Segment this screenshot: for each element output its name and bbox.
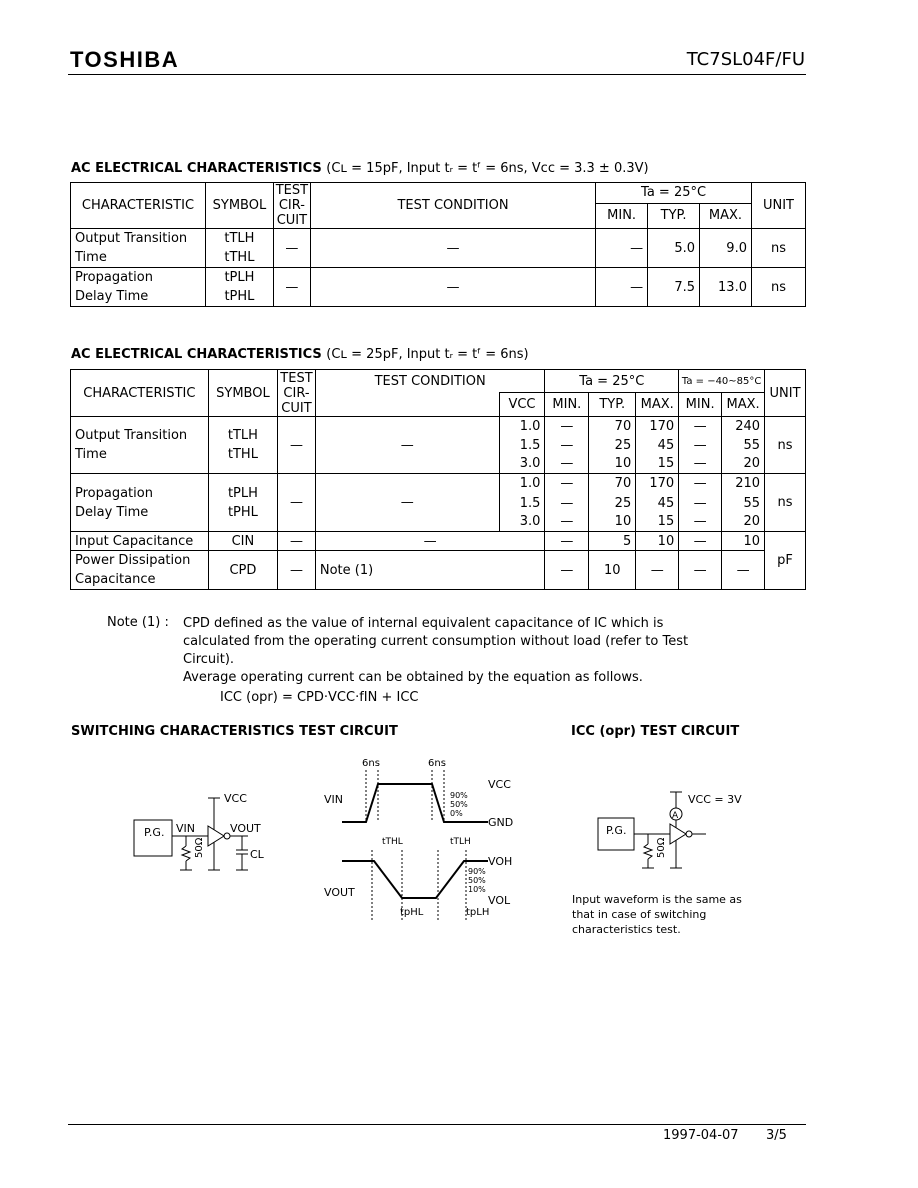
table-row: Output Transition Time tTLH tTHL — — 1.0 — 70 170 — 240 ns (71, 417, 806, 436)
pg-label: P.G. (144, 826, 165, 839)
ac1-h-ta: Ta = 25°C (596, 183, 752, 204)
brand-logo: TOSHIBA (70, 47, 180, 72)
footer-rule (68, 1124, 806, 1125)
icc-test-circuit (594, 788, 774, 880)
ac1-h-char: CHARACTERISTIC (71, 183, 206, 229)
table-row: 3.0 — 10 15 — 20 (71, 455, 806, 474)
table-row: 1.5 — 25 45 — 55 (71, 436, 806, 455)
ac1-h-tc: TEST CIR- CUIT (273, 183, 310, 229)
ac2-table: CHARACTERISTIC SYMBOL TEST CIR- CUIT TEST CONDITION Ta = 25°C Ta = −40~85°C UNIT VCC MIN. TYP. MAX. MIN. MAX. Output Transition Time tTLH tTHL — — 1.0 — 70 170 — 240 ns 1.5 — 25 45 — 55 3.0 — 10 15 — 20 Propagation Delay Time tPLH tPHL — — 1.0 — 70 170 — 210 ns 1.5 — 25 45 — 55 3.0 — 10 15 — 20 Input Capacitance CIN — — — 5 10 — 10 pF Power Dissipation Capacitance CPD — Note (1) — 10 — — — (70, 369, 806, 590)
resistor-label: 50Ω (194, 837, 205, 858)
table-row: Propagation Delay Time tPLH tPHL — — — 7.5 13.0 ns (71, 268, 806, 307)
rise-time-label: 6ns (362, 758, 380, 769)
svg-text:50%: 50% (468, 876, 486, 885)
fall-time-label: 6ns (428, 758, 446, 769)
inverter-symbol (208, 826, 224, 846)
page-number: 3/5 (766, 1128, 787, 1143)
cl-label: CL (250, 848, 264, 861)
footer-date: 1997-04-07 (663, 1128, 739, 1143)
vout-label: VOUT (230, 822, 261, 835)
ac1-h-typ: TYP. (648, 203, 700, 228)
ac2-h-ta25: Ta = 25°C (545, 370, 679, 393)
resistor-symbol (644, 844, 652, 859)
icc-note: Input waveform is the same as that in case of switching characteristics test. (572, 893, 742, 936)
part-number: TC7SL04F/FU (686, 49, 805, 70)
svg-text:90%: 90% (450, 791, 468, 800)
ac1-h-max: MAX. (700, 203, 752, 228)
switching-test-circuit (130, 790, 280, 880)
tthl-label: tTHL (382, 837, 403, 847)
ac1-heading (71, 161, 649, 176)
ac1-h-cond: TEST CONDITION (310, 183, 595, 229)
svg-text:0%: 0% (450, 809, 463, 818)
table-row: Output Transition Time tTLH tTHL — — — 5.0 9.0 ns (71, 229, 806, 268)
gnd-label: GND (488, 816, 514, 829)
icc-vcc-label: VCC = 3V (688, 793, 742, 806)
voh-label: VOH (488, 855, 513, 868)
tphl-label: tpHL (400, 907, 424, 918)
icc-resistor-label: 50Ω (656, 837, 667, 858)
ammeter-label: A (672, 811, 679, 821)
svg-text:10%: 10% (468, 885, 486, 894)
ac1-table (70, 182, 806, 307)
waveform-vin-label: VIN (324, 793, 343, 806)
table-row: 3.0 — 10 15 — 20 (71, 513, 806, 532)
ac2-h-tc: TEST CIR- CUIT (278, 370, 316, 417)
switching-title: SWITCHING CHARACTERISTICS TEST CIRCUIT (71, 724, 398, 739)
svg-text:90%: 90% (468, 867, 486, 876)
ac2-h-tarange: Ta = −40~85°C (679, 370, 765, 393)
ac1-h-sym: SYMBOL (205, 183, 273, 229)
table-row: Propagation Delay Time tPLH tPHL — — 1.0 — 70 170 — 210 ns (71, 474, 806, 494)
ac1-condition: (Cʟ = 15pF, Input tᵣ = tᶠ = 6ns, Vᴄᴄ = 3.3 ± 0.3V) (326, 161, 649, 176)
waveform-vout-label: VOUT (324, 886, 355, 899)
icc-pg-label: P.G. (606, 824, 627, 837)
note-equation: ICC (opr) = CPD·VCC·fIN + ICC (220, 690, 419, 705)
ac1-h-unit: UNIT (751, 183, 805, 229)
note-body: CPD defined as the value of internal equivalent capacitance of IC which is calculated from the operating current consumption without load (refer to Test Circuit). Average operating current can be obtained by the equation as follows. (183, 616, 689, 685)
ac2-h-sym: SYMBOL (208, 370, 277, 417)
table-row: 1.5 — 25 45 — 55 (71, 494, 806, 513)
icc-title: ICC (opr) TEST CIRCUIT (571, 724, 740, 739)
tplh-label: tpLH (466, 907, 490, 918)
ac2-h-cond: TEST CONDITION (315, 370, 545, 393)
table-row: Power Dissipation Capacitance CPD — Note (1) — 10 — — — (71, 551, 806, 590)
ac1-title: AC ELECTRICAL CHARACTERISTICS (71, 161, 322, 176)
timing-waveforms (320, 752, 520, 924)
inverter-symbol (670, 824, 686, 844)
ttlh-label: tTLH (450, 837, 471, 847)
table-row: Input Capacitance CIN — — — 5 10 — 10 pF (71, 532, 806, 551)
resistor-symbol (182, 846, 190, 861)
vol-label: VOL (488, 894, 511, 907)
waveform-vcc-label: VCC (488, 778, 511, 791)
ac2-condition: (Cʟ = 25pF, Input tᵣ = tᶠ = 6ns) (326, 347, 529, 362)
ac2-h-vcc: VCC (499, 393, 545, 417)
svg-text:50%: 50% (450, 800, 468, 809)
note-label: Note (1) : (107, 615, 169, 630)
ac2-h-unit: UNIT (765, 370, 806, 417)
ac2-title: AC ELECTRICAL CHARACTERISTICS (71, 347, 322, 362)
vcc-label: VCC (224, 792, 247, 805)
ac2-heading (71, 347, 529, 362)
ac2-h-char: CHARACTERISTIC (71, 370, 209, 417)
ac1-h-min: MIN. (596, 203, 648, 228)
header-rule (68, 74, 806, 75)
vin-label: VIN (176, 822, 195, 835)
